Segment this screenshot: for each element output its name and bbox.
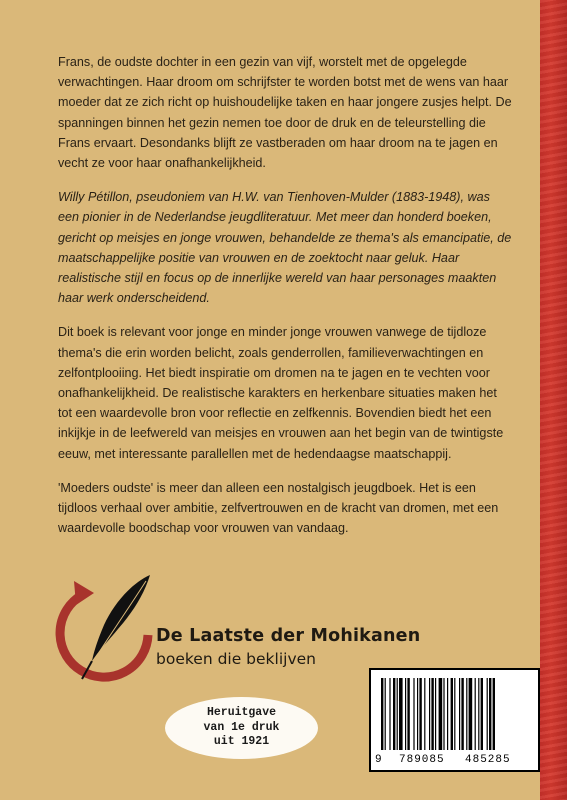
blurb-paragraph-relevance: Dit boek is relevant voor jonge en minder jonge vrouwen vanwege de tijdloze thema's die erin worden belicht, zoals genderrollen, familieverwachtingen en zelfontplooiing. Het biedt inspiratie om dromen na te jagen en te vechten voor onafhankelijkheid. De realistische karakters en herkenbare situaties maken het tot een waardevolle bron voor reflectie en zelfkennis. Bovendien biedt het een inkijkje in de leefwereld van meisjes en vrouwen aan het begin van de twintigste eeuw, met interessante parallellen met de hedendaagse maatschappij. bbox=[58, 325, 504, 461]
barcode-bars bbox=[381, 678, 528, 750]
barcode-bar bbox=[389, 678, 390, 750]
barcode-bar bbox=[393, 678, 395, 750]
barcode-prefix: 9 bbox=[375, 754, 382, 766]
barcode-bar bbox=[487, 678, 488, 750]
barcode-bar bbox=[431, 678, 433, 750]
barcode-bar bbox=[489, 678, 491, 750]
barcode-bar bbox=[407, 678, 409, 750]
badge-line-1: Heruitgave bbox=[206, 706, 276, 720]
barcode-bar bbox=[493, 678, 495, 750]
publisher-brand bbox=[156, 626, 420, 668]
barcode-bar bbox=[429, 678, 430, 750]
barcode-bar bbox=[435, 678, 436, 750]
barcode-bar bbox=[461, 678, 463, 750]
reissue-badge bbox=[165, 697, 318, 759]
red-spine-edge bbox=[540, 0, 567, 800]
barcode-group-2: 485285 bbox=[465, 754, 511, 766]
barcode-bar bbox=[466, 678, 467, 750]
barcode-bar bbox=[381, 678, 383, 750]
publisher-tagline: boeken die beklijven bbox=[156, 650, 316, 668]
barcode-bar bbox=[385, 678, 386, 750]
barcode-bar bbox=[459, 678, 460, 750]
blurb-text bbox=[58, 52, 513, 552]
barcode-bar bbox=[447, 678, 448, 750]
badge-line-3: uit 1921 bbox=[213, 735, 270, 749]
barcode-bar bbox=[451, 678, 453, 750]
quill-circle-arrow-icon bbox=[52, 573, 162, 688]
barcode-bar bbox=[405, 678, 406, 750]
barcode-group-1: 789085 bbox=[399, 754, 445, 766]
barcode-bar bbox=[419, 678, 421, 750]
barcode-bar bbox=[475, 678, 476, 750]
publisher-name: De Laatste der Mohikanen bbox=[156, 626, 421, 646]
badge-line-2: van 1e druk bbox=[203, 720, 280, 734]
barcode-bar bbox=[478, 678, 479, 750]
barcode-bar bbox=[481, 678, 483, 750]
barcode-bar bbox=[443, 678, 444, 750]
barcode-bar bbox=[413, 678, 414, 750]
isbn-barcode bbox=[369, 668, 540, 772]
barcode-bar bbox=[424, 678, 425, 750]
blurb-paragraph-summary: Frans, de oudste dochter in een gezin van vijf, worstelt met de opgelegde verwachtingen. Haar droom om schrijfster te worden botst met de wens van haar moeder dat ze zich richt op huishoudelijke taken en haar jongere zusjes helpt. De spanningen binnen het gezin nemen toe door de druk en de teleurstelling die Frans ervaart. Desondanks blijft ze vastberaden om haar droom na te jagen en vecht ze voor haar onafhankelijkheid. bbox=[58, 55, 512, 171]
barcode-bar bbox=[399, 678, 403, 750]
barcode-bar bbox=[454, 678, 455, 750]
barcode-bar bbox=[417, 678, 418, 750]
barcode-bar bbox=[439, 678, 443, 750]
blurb-paragraph-author: Willy Pétillon, pseudoniem van H.W. van Tienhoven-Mulder (1883-1948), was een pionier in de Nederlandse jeugdliteratuur. Met meer dan honderd boeken, gericht op meisjes en jonge vrouwen, behandelde ze thema's als emancipatie, de maatschappelijke positie van vrouwen en de zoektocht naar geluk. Haar realistische stijl en focus op de innerlijke wereld van haar personages maakten haar werk onderscheidend. bbox=[58, 190, 512, 306]
barcode-bar bbox=[469, 678, 473, 750]
blurb-paragraph-closing: 'Moeders oudste' is meer dan alleen een nostalgisch jeugdboek. Het is een tijdloos verhaal over ambitie, zelfvertrouwen en de kracht van dromen, met een waardevolle boodschap voor vrouwen van vandaag. bbox=[58, 480, 499, 536]
barcode-bar bbox=[397, 678, 398, 750]
